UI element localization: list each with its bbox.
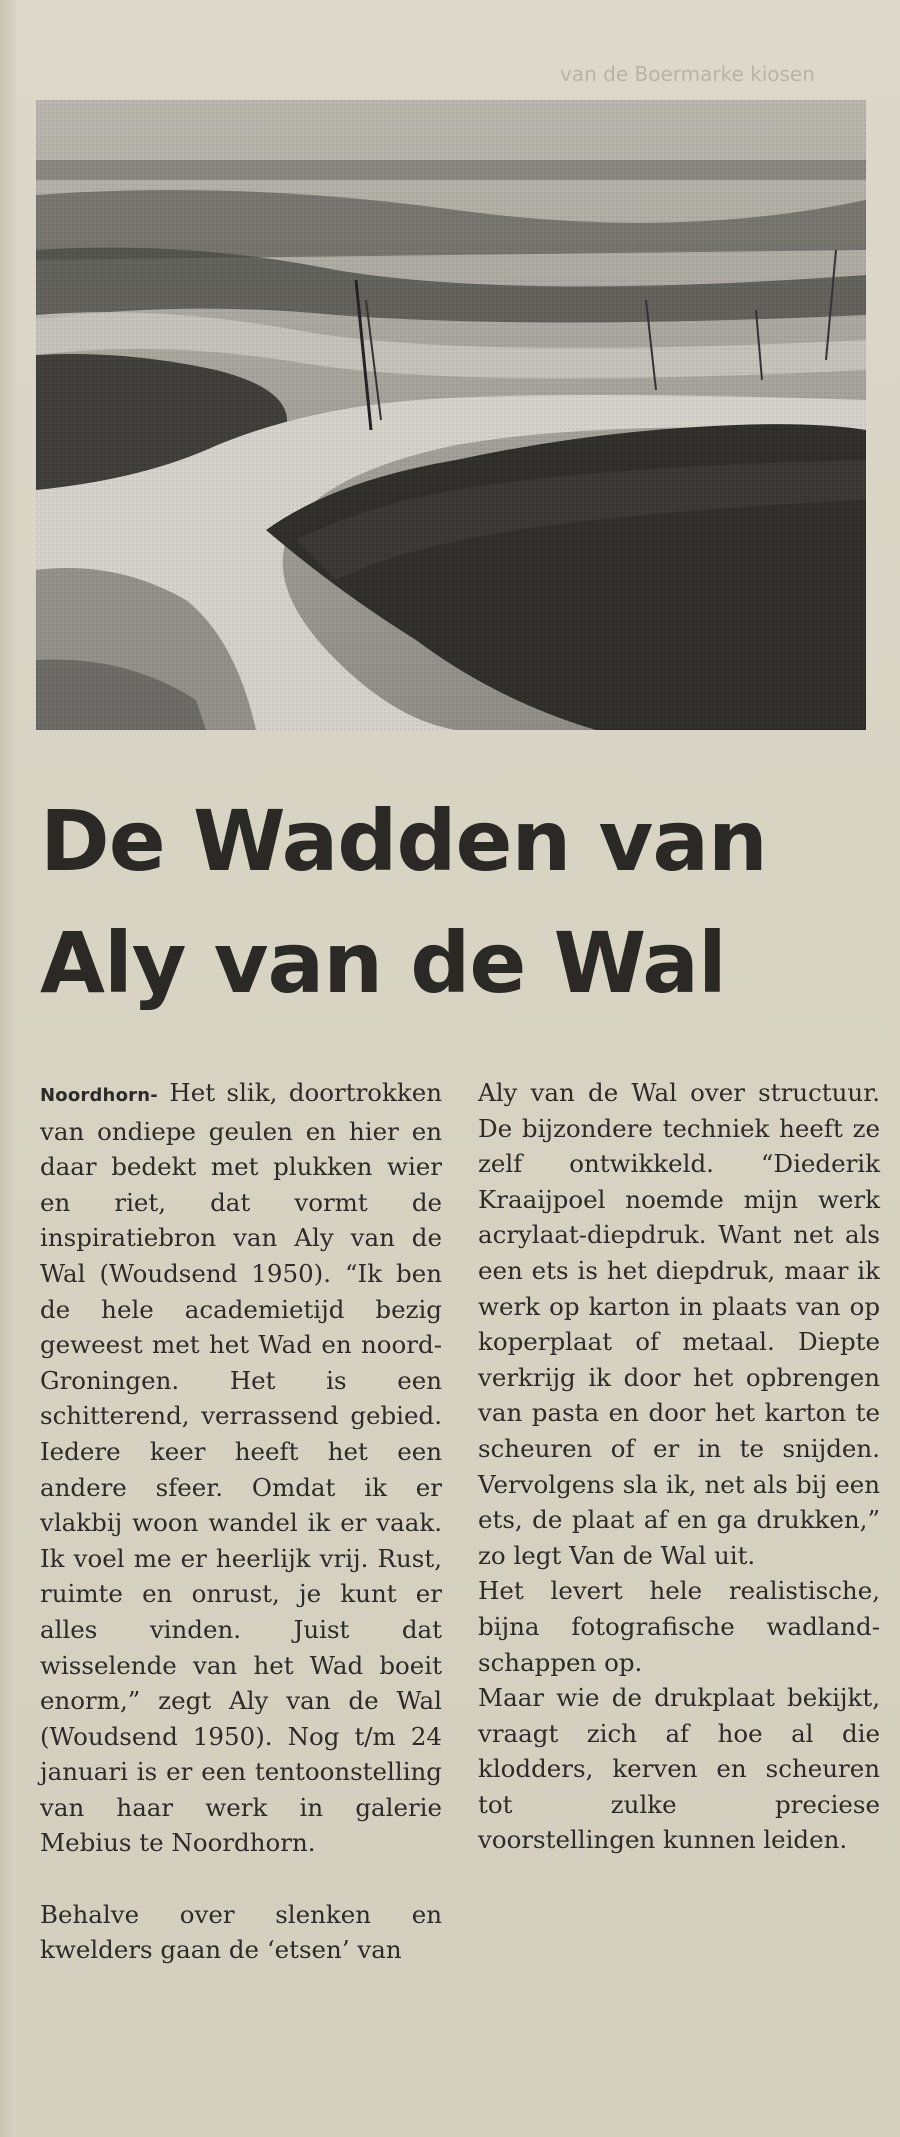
column-1-paragraph-1	[40, 1075, 442, 1861]
column-2-paragraph-1: Aly van de Wal over structuur. De bijzondere techniek heeft ze zelf ontwikkeld. “Diederik Kraaijpoel noemde mijn werk acrylaat-diepdruk. Want net als een ets is het diepdruk, maar ik werk op karton in plaats van op koperplaat of metaal. Diepte verkrijg ik door het opbrengen van pasta en door het karton te scheuren of er in te snijden. Vervolgens sla ik, net als bij een ets, de plaat af en ga drukken,” zo legt Van de Wal uit.	[478, 1078, 880, 1570]
article-column-1	[40, 1075, 442, 2075]
wadden-landscape-photo	[36, 100, 866, 730]
paper-fold-edge	[0, 0, 16, 2137]
column-1-paragraph-2: Behalve over slenken en kwelders gaan de ‘etsen’ van	[40, 1899, 442, 1965]
headline-line-2: Aly van de Wal	[40, 914, 726, 1012]
article-column-2	[478, 1075, 880, 2075]
headline-line-1: De Wadden van	[40, 792, 767, 890]
previous-article-remnant: van de Boermarke kiosen	[560, 62, 815, 86]
article-headline	[40, 780, 880, 1024]
photo-image	[36, 100, 866, 730]
column-1-paragraph-1-text: Het slik, doortrokken van ondiepe geulen en hier en daar bedekt met plukken wier en riet, dat vormt de inspiratiebron van Aly van de Wal (Woudsend 1950). “Ik ben de hele academietijd bezig geweest met het Wad en noord-Groningen. Het is een schitterend, verrassend gebied. Iedere keer heeft het een andere sfeer. Omdat ik er vlakbij woon wandel ik er vaak. Ik voel me er heerlijk vrij. Rust, ruimte en onrust, je kunt er alles vinden. Juist dat wisselende van het Wad boeit enorm,” zegt Aly van de Wal (Woudsend 1950). Nog t/m 24 januari is er een tentoonstelling van haar werk in galerie Mebius te Noordhorn.	[40, 1078, 442, 1858]
dateline: Noordhorn-	[40, 1085, 158, 1106]
column-2-paragraph-3: Maar wie de drukplaat bekijkt, vraagt zich af hoe al die klodders, kerven en scheuren tot zulke preciese voorstellingen kunnen leiden.	[478, 1683, 880, 1855]
column-2-paragraph-2: Het levert hele realistische, bijna fotografische wadlandschappen op.	[478, 1576, 880, 1677]
